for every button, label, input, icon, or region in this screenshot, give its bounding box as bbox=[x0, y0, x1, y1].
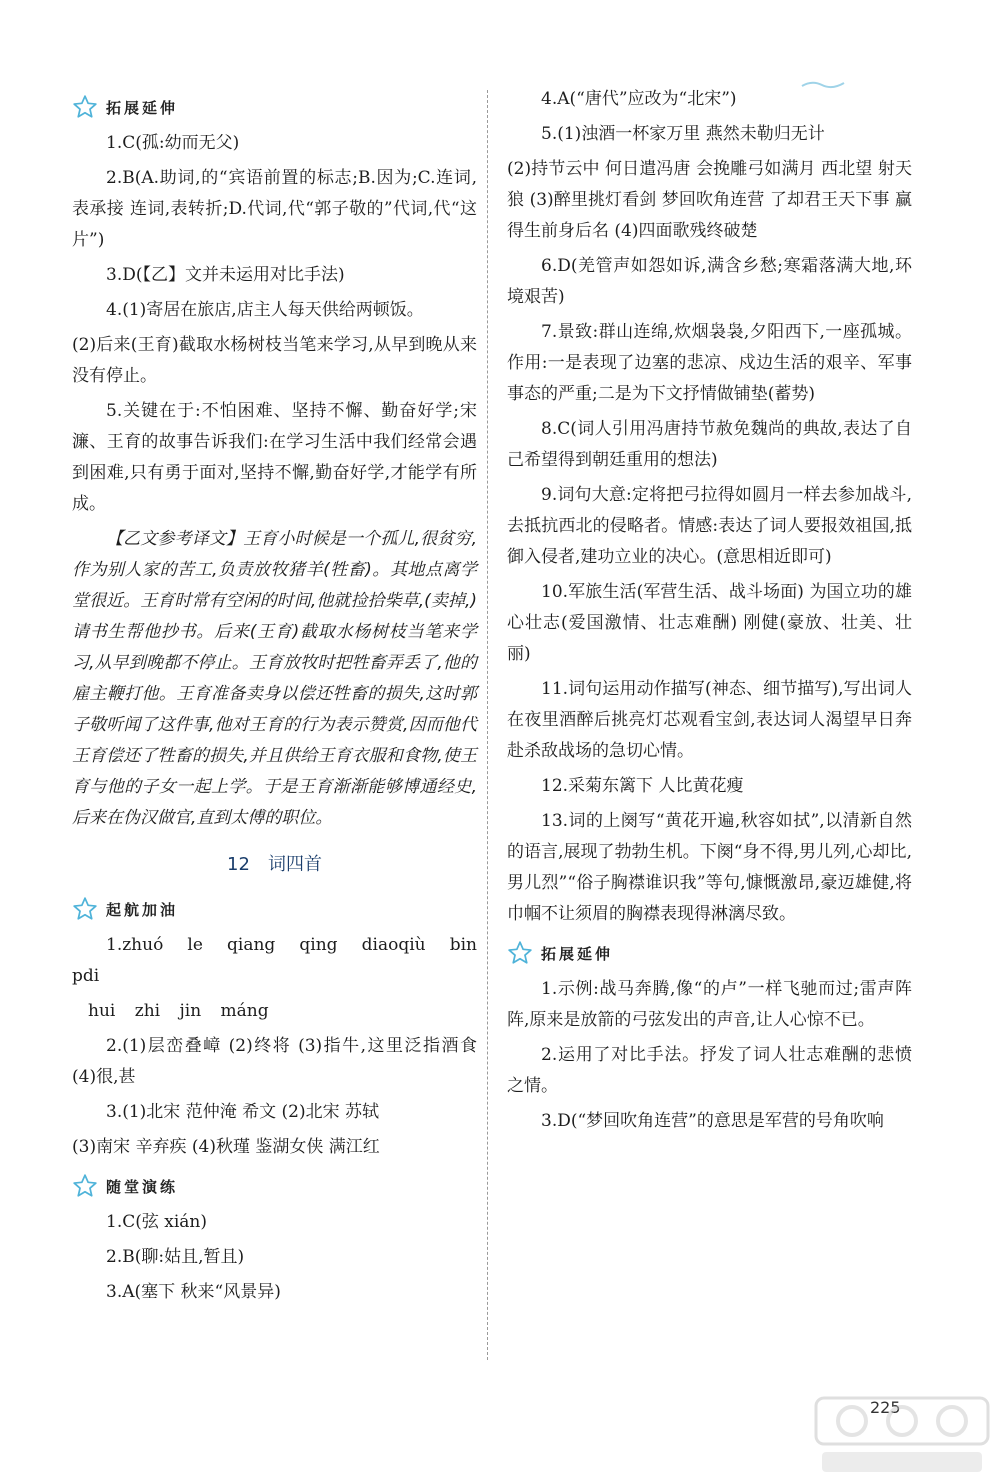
section-header-extension bbox=[72, 90, 477, 124]
practice-answer-2: 2.B(聊:姑且,暂且) bbox=[106, 1247, 245, 1267]
star-icon bbox=[72, 94, 98, 120]
answer-r11: 11.词句运用动作描写(神态、细节描写),写出词人在夜里酒醉后挑亮灯芯观看宝剑,表达词人渴望早日奔赴杀敌战场的急切心情。 bbox=[507, 679, 912, 761]
answer-r13: 13.词的上阕写“黄花开遍,秋容如拭”,以清新自然的语言,展现了勃勃生机。下阕“身不得,男儿列,心却比,男儿烈”“俗子胸襟谁识我”等句,慷慨激昂,豪迈雄健,将巾帼不让须眉的胸襟表现得淋漓尽致。 bbox=[507, 811, 912, 924]
section-title: 起航加油 bbox=[106, 900, 179, 919]
practice-answer-3: 3.A(塞下 秋来“风景异) bbox=[106, 1282, 281, 1302]
practice-answer-1: 1.C(弦 xián) bbox=[106, 1212, 208, 1232]
answer-4a: 4.(1)寄居在旅店,店主人每天供给两顿饭。 bbox=[106, 300, 424, 320]
star-icon bbox=[72, 1173, 98, 1199]
section-header-extension-2 bbox=[507, 936, 912, 970]
page-number: 225 bbox=[870, 1398, 901, 1417]
left-column bbox=[72, 84, 477, 1312]
warmup-answer-3b: (3)南宋 辛弃疾 (4)秋瑾 鉴湖女侠 满江红 bbox=[72, 1137, 380, 1157]
chapter-title: 词四首 bbox=[267, 854, 322, 875]
answer-1: 1.C(孤:幼而无父) bbox=[106, 133, 240, 153]
star-icon bbox=[507, 940, 533, 966]
answer-2: 2.B(A.助词,的“宾语前置的标志;B.因为;C.连词,表承接 连词,表转折;D.代词,代“郭子敬的”代词,代“这片”) bbox=[72, 168, 477, 250]
answer-r7: 7.景致:群山连绵,炊烟袅袅,夕阳西下,一座孤城。作用:一是表现了边塞的悲凉、戍边生活的艰辛、军事事态的严重;二是为下文抒情做铺垫(蓄势) bbox=[507, 322, 912, 404]
answer-r10: 10.军旅生活(军营生活、战斗场面) 为国立功的雄心壮志(爱国激情、壮志难酬) 刚健(豪放、壮美、壮丽) bbox=[507, 582, 912, 664]
extension-answer-1: 1.示例:战马奔腾,像“的卢”一样飞驰而过;雷声阵阵,原来是放箭的弓弦发出的声音,让人心惊不已。 bbox=[507, 979, 912, 1030]
pinyin-line-1: 1.zhuó le qiang qing diaoqiù bin pdi bbox=[72, 935, 477, 986]
chapter-number: 12 bbox=[227, 854, 250, 875]
answer-3: 3.D(【乙】文并未运用对比手法) bbox=[106, 265, 345, 285]
section-header-warmup bbox=[72, 892, 477, 926]
section-title: 拓展延伸 bbox=[541, 944, 614, 963]
answer-r9: 9.词句大意:定将把弓拉得如圆月一样去参加战斗,去抵抗西北的侵略者。情感:表达了词人要报效祖国,抵御入侵者,建功立业的决心。(意思相近即可) bbox=[507, 485, 912, 567]
answer-r4: 4.A(“唐代”应改为“北宋”) bbox=[541, 89, 737, 109]
answer-r12: 12.采菊东篱下 人比黄花瘦 bbox=[541, 776, 744, 796]
chapter-heading bbox=[72, 848, 477, 882]
extension-answer-2: 2.运用了对比手法。抒发了词人壮志难酬的悲愤之情。 bbox=[507, 1045, 912, 1096]
watermark-logo-icon bbox=[812, 1392, 992, 1478]
answer-r8: 8.C(词人引用冯唐持节赦免魏尚的典故,表达了自己希望得到朝廷重用的想法) bbox=[507, 419, 912, 470]
warmup-answer-3a: 3.(1)北宋 范仲淹 希文 (2)北宋 苏轼 bbox=[106, 1102, 379, 1122]
answer-r6: 6.D(羌管声如怨如诉,满含乡愁;寒霜落满大地,环境艰苦) bbox=[507, 256, 912, 307]
column-divider bbox=[487, 90, 488, 1360]
section-title: 随堂演练 bbox=[106, 1177, 179, 1196]
warmup-answer-2: 2.(1)层峦叠嶂 (2)终将 (3)指牛,这里泛指酒食 (4)很,甚 bbox=[72, 1036, 477, 1087]
section-header-practice bbox=[72, 1169, 477, 1203]
section-title: 拓展延伸 bbox=[106, 98, 179, 117]
pinyin-line-2: hui zhi jin máng bbox=[88, 1001, 269, 1021]
answer-r5a: 5.(1)浊酒一杯家万里 燕然未勒归无计 bbox=[541, 124, 825, 144]
right-column bbox=[507, 84, 912, 1141]
star-icon bbox=[72, 896, 98, 922]
answer-5: 5.关键在于:不怕困难、坚持不懈、勤奋好学;宋濂、王育的故事告诉我们:在学习生活中我们经常会遇到困难,只有勇于面对,坚持不懈,勤奋好学,才能学有所成。 bbox=[72, 401, 477, 514]
answer-r5b: (2)持节云中 何日遣冯唐 会挽雕弓如满月 西北望 射天狼 (3)醉里挑灯看剑 梦回吹角连营 了却君王天下事 赢得生前身后名 (4)四面歌残终破楚 bbox=[507, 159, 912, 241]
reference-translation: 【乙文参考译文】王育小时候是一个孤儿,很贫穷,作为别人家的苦工,负责放牧猪羊(牲畜)。其地点离学堂很近。王育时常有空闲的时间,他就捡拾柴草,(卖掉,)请书生帮他抄书。后来(王育)截取水杨树枝当笔来学习,从早到晚都不停止。王育放牧时把牲畜弄丢了,他的雇主鞭打他。王育准备卖身以偿还牲畜的损失,这时郭子敬听闻了这件事,他对王育的行为表示赞赏,因而他代王育偿还了牲畜的损失,并且供给王育衣服和食物,使王育与他的子女一起上学。于是王育渐渐能够博通经史,后来在伪汉做官,直到太傅的职位。 bbox=[72, 529, 477, 828]
extension-answer-3: 3.D(“梦回吹角连营”的意思是军营的号角吹响 bbox=[541, 1111, 884, 1131]
answer-4b: (2)后来(王育)截取水杨树枝当笔来学习,从早到晚从来没有停止。 bbox=[72, 335, 477, 386]
